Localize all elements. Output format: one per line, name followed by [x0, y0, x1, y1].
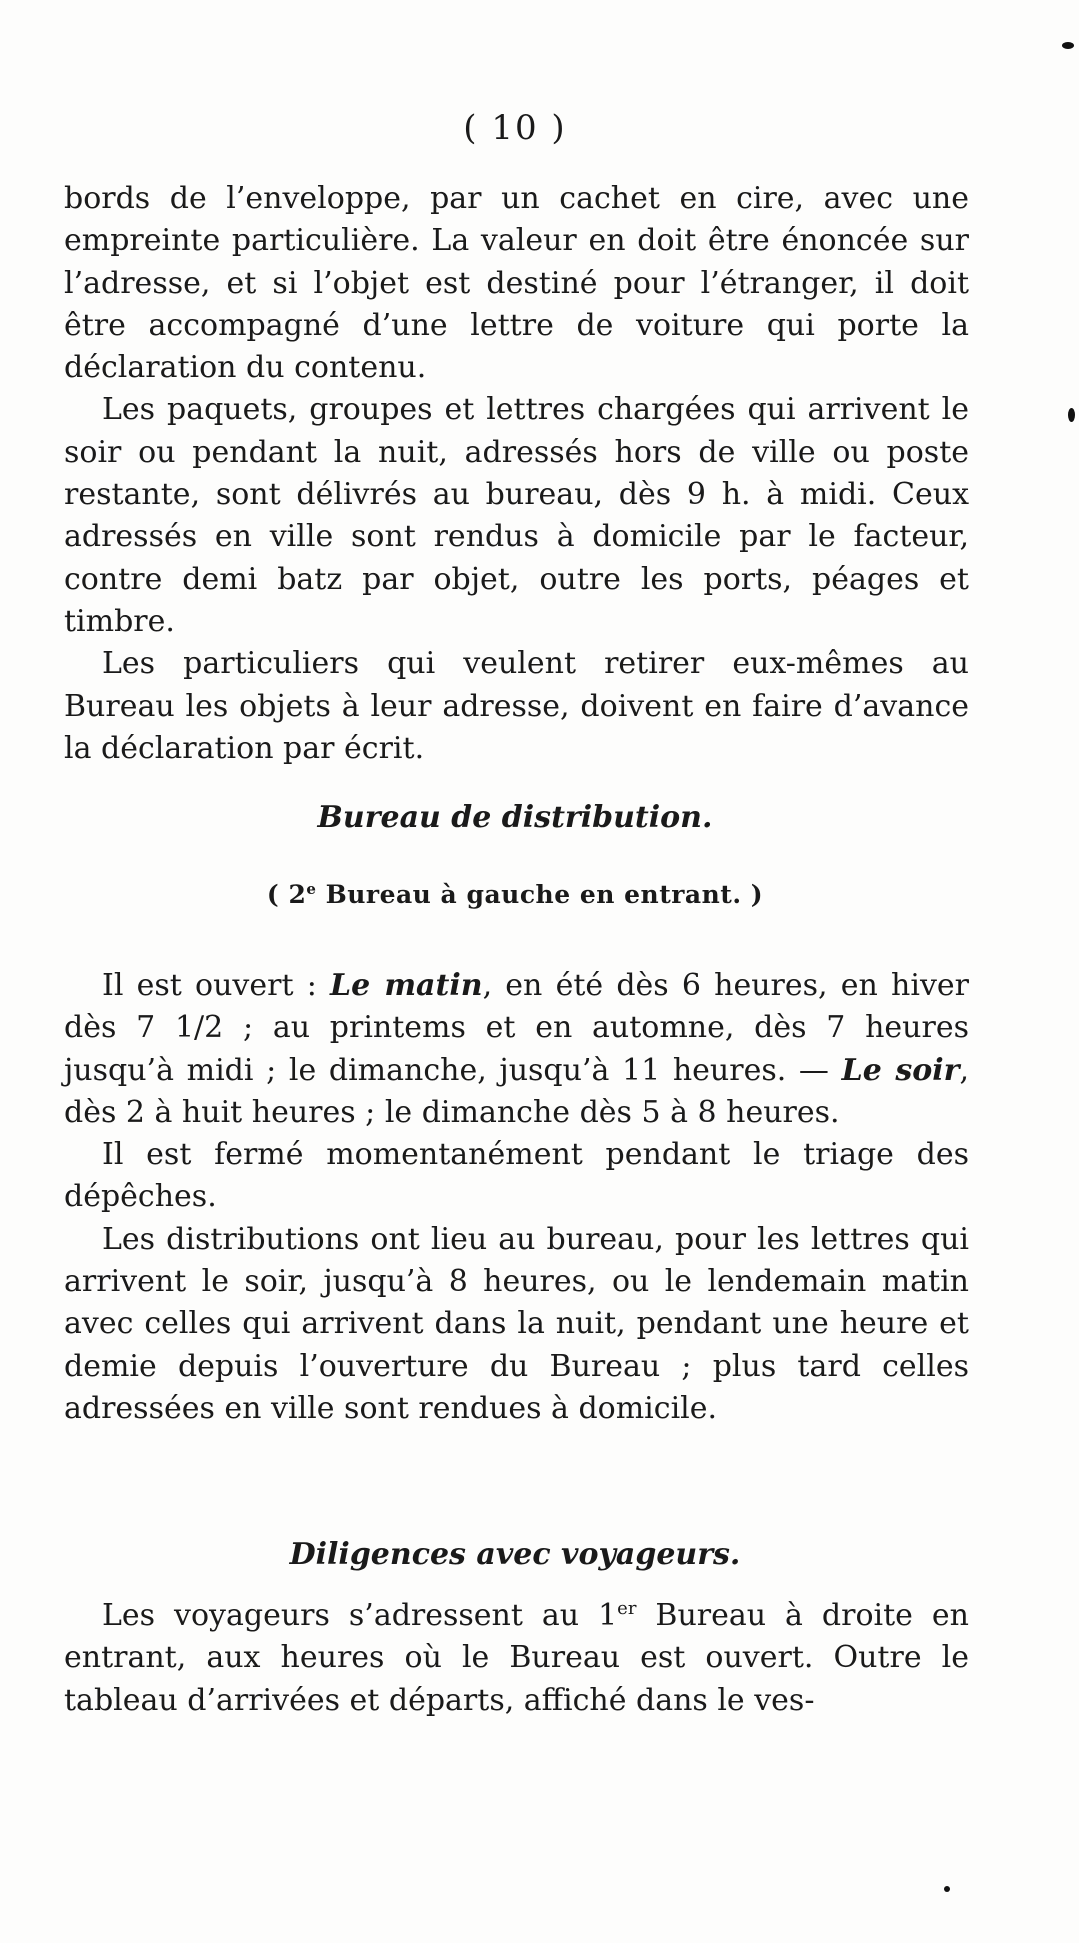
- paragraph-particuliers: Les particuliers qui veulent retirer eux-mêmes au Bureau les objets à leur adresse, doivent en faire d’avance la déclaration par écrit.: [64, 646, 969, 766]
- voyageurs-text-b: Bureau à droite en entrant, aux heures où le Bureau est ouvert. Outre le tableau d’arrivées et départs, affiché dans le ves-: [64, 1598, 969, 1718]
- section-subheading-location: [0, 880, 1030, 909]
- ink-speck: [1068, 408, 1075, 422]
- voyageurs-superscript: er: [617, 1598, 637, 1620]
- section-heading-diligences: Diligences avec voyageurs.: [289, 1537, 741, 1572]
- subheading-prefix: ( 2: [266, 880, 307, 909]
- voyageurs-text-a: Les voyageurs s’adressent au 1: [102, 1598, 618, 1633]
- body-text-distribution: [64, 965, 969, 1430]
- body-text-top: [64, 178, 969, 770]
- page-number: ( 10 ): [463, 108, 567, 148]
- paragraph-hours: [64, 965, 969, 1134]
- hours-text-c: , dès 2 à huit heures ; le dimanche dès 5 à 8 heures.: [64, 1052, 969, 1130]
- subheading-superscript: e: [306, 880, 317, 898]
- section-heading-distribution: Bureau de distribution.: [317, 800, 713, 835]
- paragraph-voyageurs: [64, 1595, 969, 1722]
- hours-text-a: Il est ouvert :: [102, 968, 331, 1003]
- paragraph-paquets: Les paquets, groupes et lettres chargées qui arrivent le soir ou pendant la nuit, adressés hors de ville ou poste restante, sont délivrés au bureau, dès 9 h. à midi. Ceux adressés en ville sont rendus à domicile par le facteur, contre demi batz par objet, outre les ports, péages et timbre.: [64, 392, 969, 639]
- paragraph-continuation: bords de l’enveloppe, par un cachet en cire, avec une empreinte particulière. La valeur en doit être énoncée sur l’adresse, et si l’objet est destiné pour l’étranger, il doit être accompagné d’une lettre de voiture qui porte la déclaration du contenu.: [64, 181, 969, 386]
- hours-emphasis-soir: Le soir: [841, 1052, 960, 1088]
- body-text-diligences: [64, 1595, 969, 1722]
- subheading-rest: Bureau à gauche en entrant. ): [316, 880, 764, 909]
- ink-speck: [944, 1886, 950, 1892]
- paragraph-distributions: Les distributions ont lieu au bureau, pour les lettres qui arrivent le soir, jusqu’à 8 heures, ou le lendemain matin avec celles qui arrivent dans la nuit, pendant une heure et demie depuis l’ouverture du Bureau ; plus tard celles adressées en ville sont rendues à domicile.: [64, 1221, 969, 1426]
- ink-speck: [1062, 42, 1074, 49]
- hours-text-b: , en été dès 6 heures, en hiver dès 7 1/2 ; au printems et en automne, dès 7 heures jusqu’à midi ; le dimanche, jusqu’à 11 heures. —: [64, 968, 969, 1088]
- paragraph-ferme: Il est fermé momentanément pendant le triage des dépêches.: [64, 1137, 969, 1215]
- hours-emphasis-matin: Le matin: [330, 968, 483, 1003]
